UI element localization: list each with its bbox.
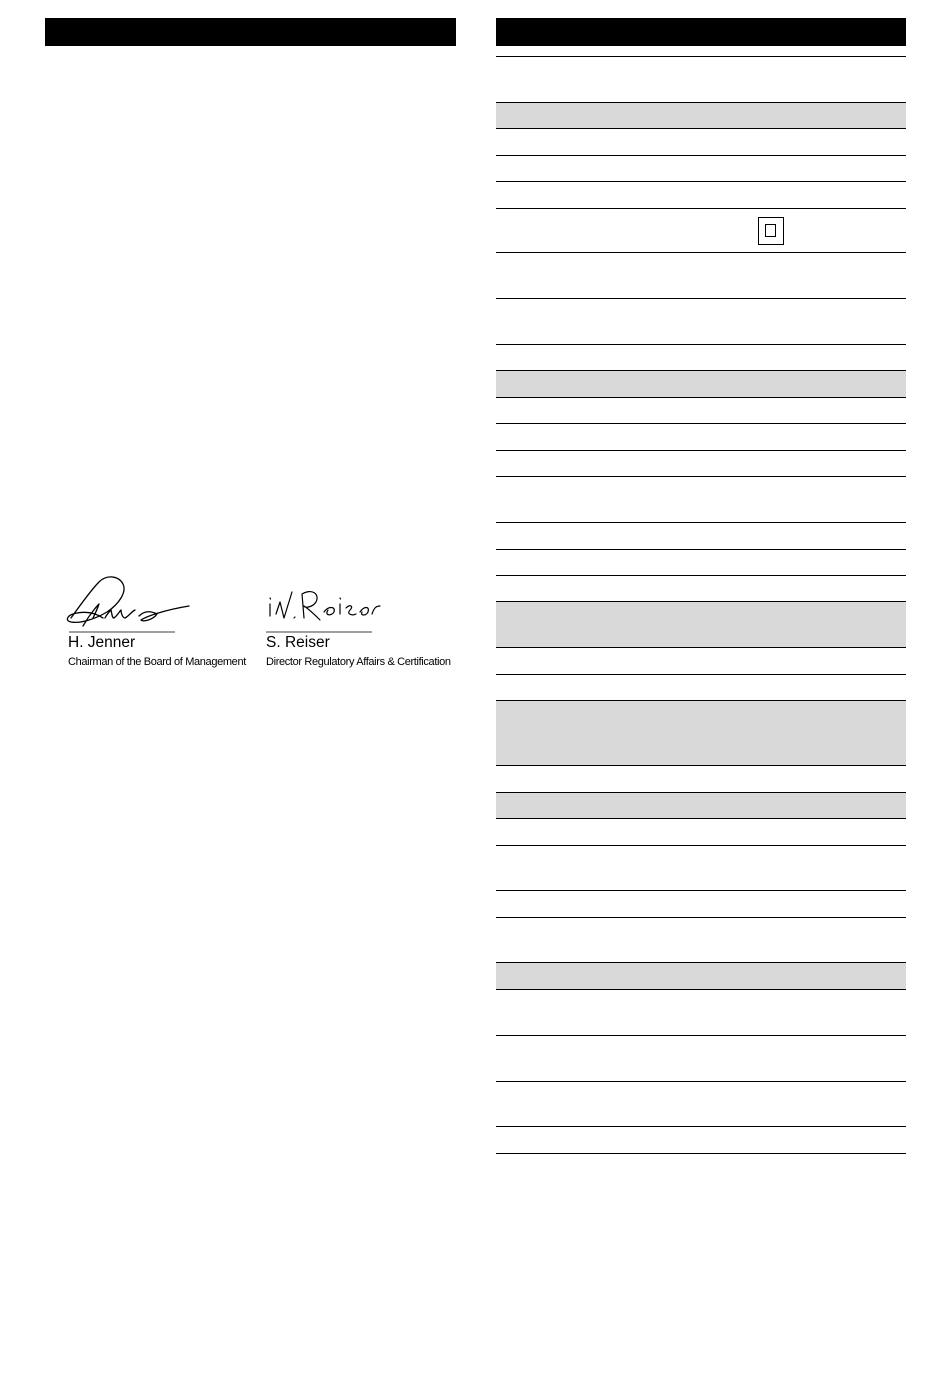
table-row — [496, 299, 906, 345]
table-row — [496, 990, 906, 1036]
table-row — [496, 182, 906, 209]
table-row — [496, 648, 906, 675]
table-row — [496, 675, 906, 701]
table-row — [496, 398, 906, 424]
table-row — [496, 1036, 906, 1082]
protection-class-2-icon — [758, 217, 784, 245]
signatory-title: Director Regulatory Affairs & Certification — [266, 656, 451, 668]
signature-block-jenner — [57, 570, 247, 669]
table-row — [496, 156, 906, 182]
table-row — [496, 129, 906, 156]
table-section-row — [496, 371, 906, 398]
signatory-title: Chairman of the Board of Management — [68, 656, 246, 668]
table-row — [496, 56, 906, 103]
signatory-name: S. Reiser — [266, 634, 330, 651]
table-row — [496, 918, 906, 963]
table-row — [496, 345, 906, 371]
table-row — [496, 576, 906, 602]
signature-block-reiser — [258, 570, 451, 669]
technical-data-header-bar — [496, 18, 906, 46]
table-section-row — [496, 602, 906, 648]
table-row — [496, 819, 906, 846]
table-row — [496, 477, 906, 523]
table-section-row — [496, 963, 906, 990]
table-row — [496, 550, 906, 576]
table-row — [496, 1127, 906, 1154]
table-row — [496, 253, 906, 299]
table-row — [496, 523, 906, 550]
technical-data-table — [496, 56, 906, 1154]
table-section-row — [496, 701, 906, 766]
table-row — [496, 846, 906, 891]
table-section-row — [496, 103, 906, 129]
signatory-name: H. Jenner — [68, 634, 136, 651]
table-row — [496, 451, 906, 477]
table-row — [496, 209, 906, 253]
table-row — [496, 891, 906, 918]
table-row — [496, 424, 906, 451]
table-row — [496, 766, 906, 793]
handwritten-signature-reiser — [258, 570, 448, 638]
handwritten-signature-jenner — [57, 570, 247, 638]
left-column-header-bar — [45, 18, 456, 46]
table-section-row — [496, 793, 906, 819]
table-row — [496, 1082, 906, 1127]
